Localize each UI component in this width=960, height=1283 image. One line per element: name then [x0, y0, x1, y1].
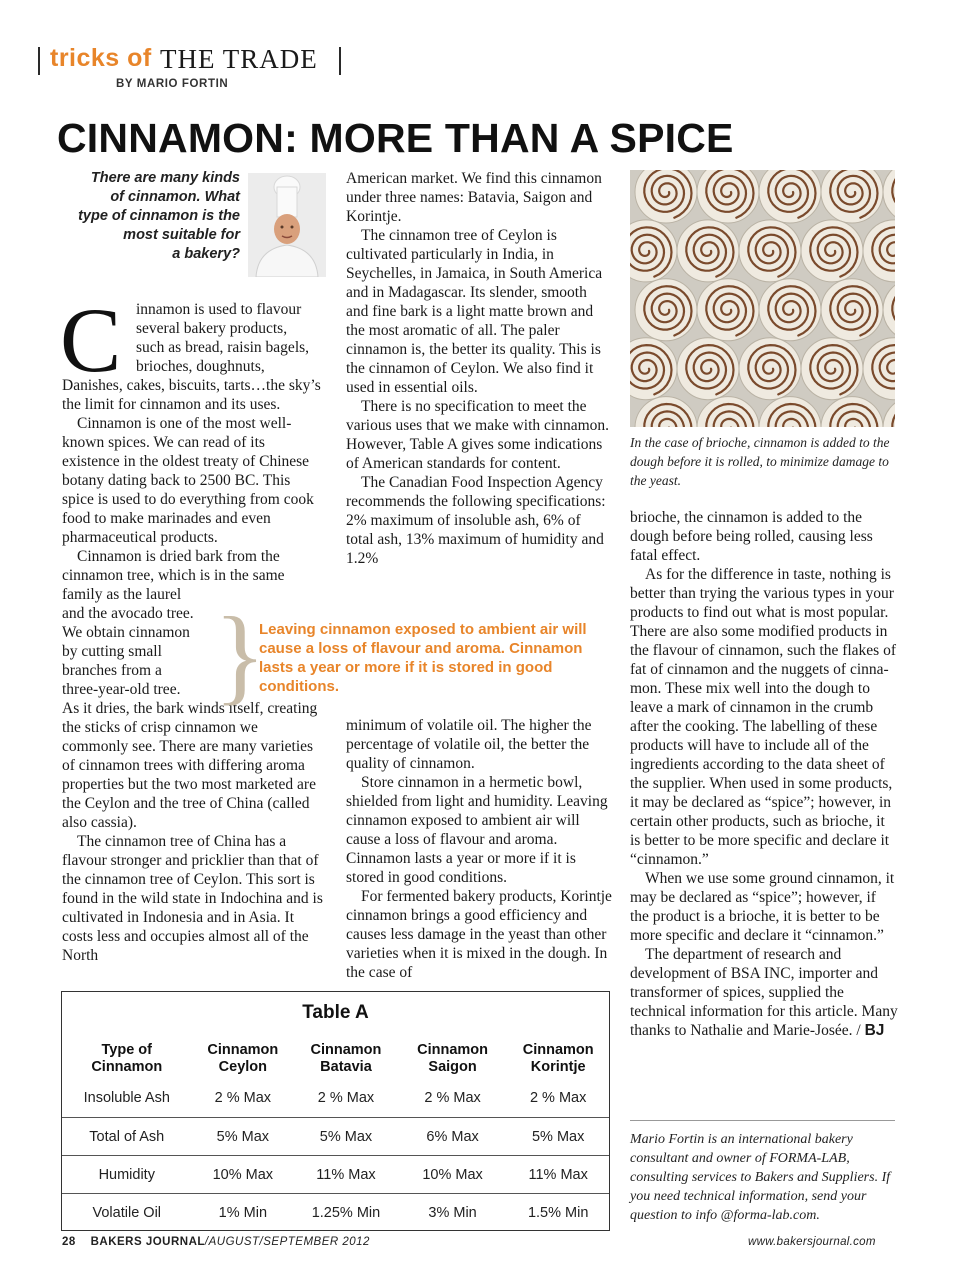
- header-line: Saigon: [428, 1059, 477, 1075]
- column-1-lead: [136, 300, 326, 376]
- intro-line: a bakery?: [172, 246, 240, 262]
- header-line: Batavia: [320, 1059, 372, 1075]
- header-line: Cinnamon: [207, 1042, 279, 1058]
- table-header-cell: [398, 1042, 508, 1080]
- table-cell: 2 % Max: [529, 1090, 587, 1106]
- header-bar-right: [339, 47, 341, 75]
- text-line: such as bread, raisin bagels,: [136, 339, 310, 356]
- author-bio: Mario Fortin is an international bakery consultant and owner of FORMA-LAB, consulting services to Bakers and Suppliers. If you need technical information, send your question to info @forma-lab.com.: [630, 1132, 891, 1223]
- table-cell: Volatile Oil: [92, 1205, 162, 1221]
- paragraph: [630, 945, 898, 1040]
- paragraph: The Canadian Food Inspection Agency recommends the following specifications: 2% maximum of insoluble ash, 6% of total ash, 13% maximum of humidity and 1.2%: [346, 474, 606, 567]
- table-row: [62, 1193, 609, 1232]
- paragraph: Cinnamon is one of the most well-known spices. We can read of its existence in the oldest treaty of Chinese botany dating back to 2500 BC. This spice is used to do everything from cook food to make marinades and even pharmaceutical products.: [62, 415, 314, 546]
- bio-divider: [630, 1120, 895, 1121]
- paragraph: For fermented bakery products, Korintje cinnamon brings a good efficiency and causes less damage in the yeast than other varieties when it is mixed in the dough. In the case of: [346, 888, 612, 981]
- table-cell: 1.25% Min: [311, 1205, 381, 1221]
- paragraph: As it dries, the bark winds itself, creating the sticks of crisp cinnamon we commonly see. There are many varieties of cinnamon trees with differing aroma properties but the two most marketed are the Ceylon and the tree of China (called also cassia).: [62, 700, 318, 831]
- table-cell: 5% Max: [531, 1129, 585, 1145]
- intro-line: most suitable for: [123, 227, 240, 243]
- paragraph: As for the difference in taste, nothing is better than trying the various types in your products to find out what is most popular. There are also some modified products in the flavour of cinnamon, such the flakes of fat of cinnamon and the nuggets of cinnamon. These mix well into the dough to leave a mark of cinnamon in the crumb after the cooking. The labelling of these products will have to include all of the ingredients according to the data sheet of the supplier. When used in some products, it may be declared as “spice”; however, in certain other products, such as brioche, it is better to be more specific and declare it “cinnamon.”: [630, 566, 896, 868]
- pull-quote-brace: }: [214, 596, 266, 715]
- header-line: Cinnamon: [310, 1042, 382, 1058]
- table-cell: 10% Max: [422, 1167, 483, 1183]
- intro-line: There are many kinds: [90, 170, 240, 186]
- text-line: branches from a: [62, 662, 162, 679]
- table-cell: 10% Max: [212, 1167, 274, 1183]
- page-number: 28: [62, 1236, 76, 1248]
- text-line: and the avocado tree.: [62, 605, 194, 622]
- table-title: Table A: [302, 1002, 369, 1023]
- paragraph: brioche, the cinnamon is added to the dough before being rolled, causing less fatal effect.: [630, 509, 873, 564]
- author-portrait: [248, 173, 326, 277]
- section-label-trade: THE TRADE: [160, 44, 318, 74]
- journal-name: BAKERS JOURNAL: [90, 1236, 205, 1248]
- text-line: We obtain cinnamon: [62, 624, 190, 641]
- cinnamon-rolls-photo: [630, 170, 895, 427]
- table-cell: 2 % Max: [214, 1090, 272, 1106]
- text-line: family as the laurel: [62, 586, 182, 603]
- text-line: brioches, doughnuts,: [136, 358, 265, 375]
- pull-quote: Leaving cinnamon exposed to ambient air will cause a loss of flavour and aroma. Cinnamon lasts a year or more if it is stored in good conditions.: [259, 621, 587, 695]
- column-3: [630, 508, 898, 1040]
- photo-caption: In the case of brioche, cinnamon is added to the dough before it is rolled, to minimize damage to the yeast.: [630, 435, 890, 488]
- text-line: several bakery products,: [136, 320, 288, 337]
- text-line: cinnamon tree, which is in the same: [62, 567, 285, 584]
- issue-date: /AUGUST/SEPTEMBER 2012: [204, 1236, 370, 1248]
- text-line: by cutting small: [62, 643, 162, 660]
- table-row: [62, 1117, 609, 1156]
- text-line: innamon is used to flavour: [136, 301, 302, 318]
- drop-cap: C: [60, 289, 122, 391]
- paragraph: minimum of volatile oil. The higher the percentage of volatile oil, the better the quality of cinnamon.: [346, 717, 592, 772]
- table-cell: 1% Min: [218, 1205, 268, 1221]
- table-cell: 2 % Max: [424, 1090, 481, 1106]
- cinnamon-rolls-image: [630, 170, 895, 427]
- table-cell: 11% Max: [528, 1167, 588, 1183]
- header-line: Korintje: [530, 1059, 586, 1075]
- table-cell: Insoluble Ash: [83, 1090, 170, 1106]
- signoff: BJ: [864, 1022, 885, 1039]
- intro-line: of cinnamon. What: [110, 189, 240, 205]
- table-cell: Humidity: [98, 1167, 155, 1183]
- section-label-tricks: tricks of: [50, 44, 152, 72]
- paragraph: There is no specification to meet the various uses that we make with cinnamon. However, Table A gives some indications of American standards for content.: [346, 398, 610, 472]
- text-line: Cinnamon is dried bark from the: [77, 548, 280, 565]
- table-row: [62, 1079, 609, 1117]
- table-header-row: [62, 1042, 609, 1080]
- website-url: www.bakersjournal.com: [748, 1236, 876, 1248]
- table-cell: 3% Min: [428, 1205, 477, 1221]
- byline: BY MARIO FORTIN: [116, 78, 229, 90]
- table-row: [62, 1155, 609, 1194]
- table-header-cell: [62, 1042, 192, 1080]
- table-cell: 5% Max: [319, 1129, 373, 1145]
- paragraph: The cinnamon tree of China has a flavour stronger and pricklier than that of the cinnamon tree of Ceylon. This sort is found in the wild state in Indochina and is cultivated in Indonesia and in Asia. It costs less and occupies almost all of the North: [62, 833, 323, 964]
- text-line: three-year-old tree.: [62, 681, 181, 698]
- header-line: Cinnamon: [417, 1042, 489, 1058]
- column-2-bottom: [346, 716, 612, 982]
- table-cell: 11% Max: [316, 1167, 376, 1183]
- table-header-cell: [294, 1042, 398, 1080]
- chef-portrait-image: [248, 173, 326, 277]
- header-line: Cinnamon: [522, 1042, 594, 1058]
- header-bar-left: [38, 47, 40, 75]
- table-cell: 6% Max: [426, 1129, 479, 1145]
- table-a: [61, 991, 610, 1231]
- page-footer: [62, 1236, 370, 1248]
- header-line: Ceylon: [218, 1059, 268, 1075]
- paragraph: Danishes, cakes, biscuits, tarts…the sky’s the limit for cinnamon and its uses.: [62, 377, 321, 413]
- table-header-cell: [507, 1042, 609, 1080]
- table-cell: 1.5% Min: [527, 1205, 589, 1221]
- paragraph: When we use some ground cinnamon, it may be declared as “spice”; however, if the product is a brioche, it is better to be more specific and declare it “cinnamon.”: [630, 870, 895, 944]
- intro-line: type of cinnamon is the: [78, 208, 240, 224]
- table-header-cell: [192, 1042, 295, 1080]
- article-title: CINNAMON: MORE THAN A SPICE: [57, 115, 734, 161]
- paragraph: Store cinnamon in a hermetic bowl, shielded from light and humidity. Leaving cinnamon exposed to ambient air will cause a loss of flavour and aroma. Cinnamon lasts a year or more if it is stored in good conditions.: [346, 774, 608, 886]
- header-line: Type of: [101, 1042, 152, 1058]
- table-cell: Total of Ash: [89, 1129, 165, 1145]
- header-line: Cinnamon: [91, 1059, 163, 1075]
- paragraph: The cinnamon tree of Ceylon is cultivated particularly in India, in Seychelles, in Jamaica, in South America and in Madagascar. Its slender, smooth and fine bark is a light matte brown and the most aromatic of all. The paler cinnamon is, the better its quality. This is the cinnamon of Ceylon. We also find it used in essential oils.: [346, 227, 603, 396]
- table-cell: 5% Max: [216, 1129, 270, 1145]
- intro-deck: [62, 169, 240, 264]
- closing-text: The department of research and development of BSA INC, importer and transformer of spices, supplied the technical information for this article. Many thanks to Nathalie and Marie-Josée. /: [630, 946, 898, 1039]
- table-cell: 2 % Max: [317, 1090, 375, 1106]
- paragraph: American market. We find this cinnamon under three names: Batavia, Saigon and Korintje.: [346, 170, 602, 225]
- column-2-top: [346, 169, 610, 568]
